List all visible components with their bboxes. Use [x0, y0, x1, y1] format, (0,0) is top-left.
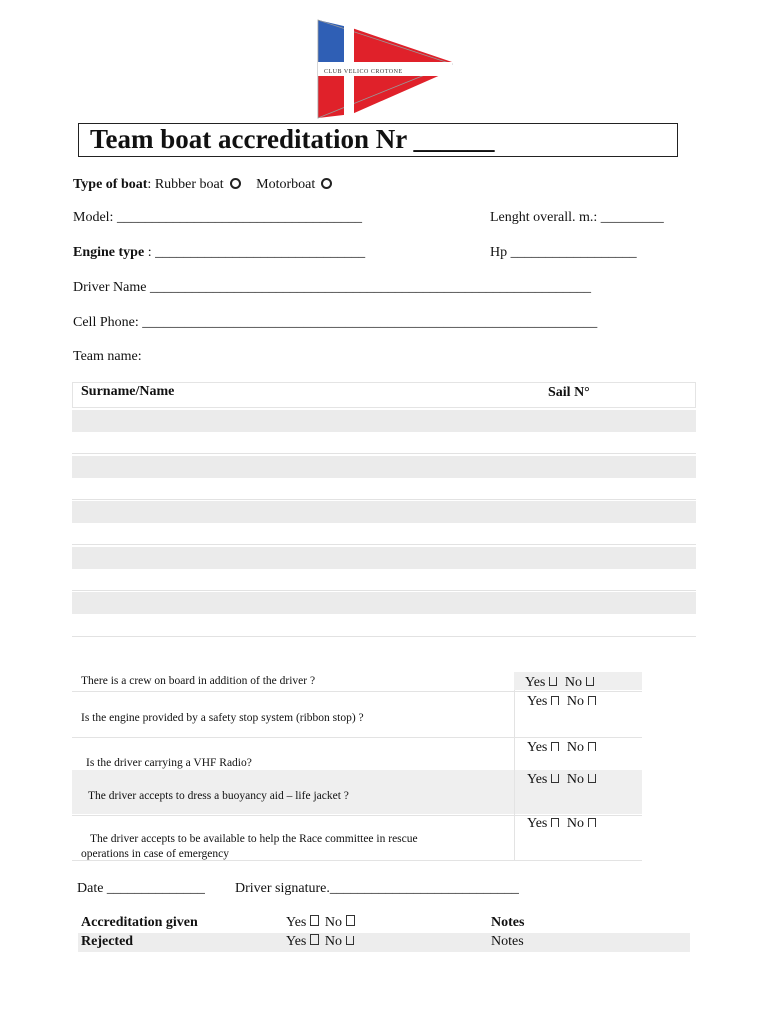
surname-name-header: Surname/Name [81, 384, 175, 399]
checkbox-icon [551, 742, 559, 751]
type-of-boat-label: Type of boat [73, 177, 148, 192]
divider [72, 737, 642, 738]
notes-label-2: Notes [491, 934, 524, 949]
driver-name-field[interactable]: Driver Name _______________________________________________________________ [73, 280, 591, 295]
table-row[interactable] [72, 432, 696, 454]
footer-shade [78, 933, 690, 952]
type-of-boat-row: Type of boat: Rubber boat Motorboat [73, 177, 332, 193]
accreditation-given-answer[interactable]: Yes No [286, 915, 355, 931]
question-lifejacket-answer[interactable]: Yes No [527, 772, 596, 788]
rubber-boat-radio-icon[interactable] [230, 178, 241, 189]
question-lifejacket-text: The driver accepts to dress a buoyancy aid – life jacket ? [88, 790, 349, 802]
divider [72, 691, 642, 692]
engine-type-field[interactable]: Engine type : ______________________________ [73, 245, 366, 260]
checkbox-icon [551, 818, 559, 827]
checkbox-icon [310, 934, 319, 945]
motorboat-label: Motorboat [256, 177, 316, 192]
table-row[interactable] [72, 456, 696, 478]
rejected-answer[interactable]: Yes No [286, 934, 354, 950]
checkbox-icon [588, 818, 596, 827]
divider [514, 690, 515, 860]
date-field[interactable]: Date ______________ [77, 881, 205, 896]
question-crew-answer[interactable]: Yes No [525, 675, 594, 691]
question-engine-answer[interactable]: Yes No [527, 694, 596, 710]
checkbox-icon [310, 915, 319, 926]
table-row[interactable] [72, 410, 696, 432]
checkbox-icon [551, 696, 559, 705]
model-field[interactable]: Model: ___________________________________ [73, 210, 362, 225]
sail-number-header: Sail N° [548, 385, 590, 400]
question-rescue-answer[interactable]: Yes No [527, 816, 596, 832]
hp-field[interactable]: Hp __________________ [490, 245, 637, 260]
question-vhf-answer[interactable]: Yes No [527, 740, 596, 756]
table-row[interactable] [72, 592, 696, 614]
club-name: CLUB VELICO CROTONE [324, 69, 403, 75]
checkbox-icon [346, 936, 354, 945]
checkbox-icon [588, 696, 596, 705]
team-name-label: Team name: [73, 349, 142, 364]
checkbox-icon [586, 677, 594, 686]
accreditation-given-label: Accreditation given [81, 915, 198, 930]
checkbox-icon [549, 677, 557, 686]
motorboat-radio-icon[interactable] [321, 178, 332, 189]
table-row[interactable] [72, 615, 696, 637]
length-field[interactable]: Lenght overall. m.: _________ [490, 210, 664, 225]
checkbox-icon [588, 774, 596, 783]
cell-phone-field[interactable]: Cell Phone: _________________________________________________________________ [73, 315, 598, 330]
table-row[interactable] [72, 501, 696, 523]
checkbox-icon [346, 915, 355, 926]
page-title: Team boat accreditation Nr ______ [90, 124, 495, 154]
question-engine-text: Is the engine provided by a safety stop system (ribbon stop) ? [81, 712, 364, 724]
question-crew-text: There is a crew on board in addition of the driver ? [81, 675, 316, 687]
table-row[interactable] [72, 523, 696, 545]
checkbox-icon [551, 774, 559, 783]
table-row[interactable] [72, 569, 696, 591]
rubber-boat-label: Rubber boat [154, 177, 224, 192]
notes-label-1: Notes [491, 915, 525, 930]
question-vhf-text: Is the driver carrying a VHF Radio? [86, 757, 252, 769]
question-rescue-text: The driver accepts to be available to help the Race committee in rescue [90, 833, 418, 845]
divider [72, 860, 642, 861]
table-row[interactable] [72, 478, 696, 500]
club-logo [314, 18, 456, 122]
checkbox-icon [588, 742, 596, 751]
rejected-label: Rejected [81, 934, 134, 949]
question-rescue-text-2: operations in case of emergency [81, 848, 229, 860]
driver-signature-field[interactable]: Driver signature.___________________________ [235, 881, 519, 896]
table-row[interactable] [72, 547, 696, 569]
